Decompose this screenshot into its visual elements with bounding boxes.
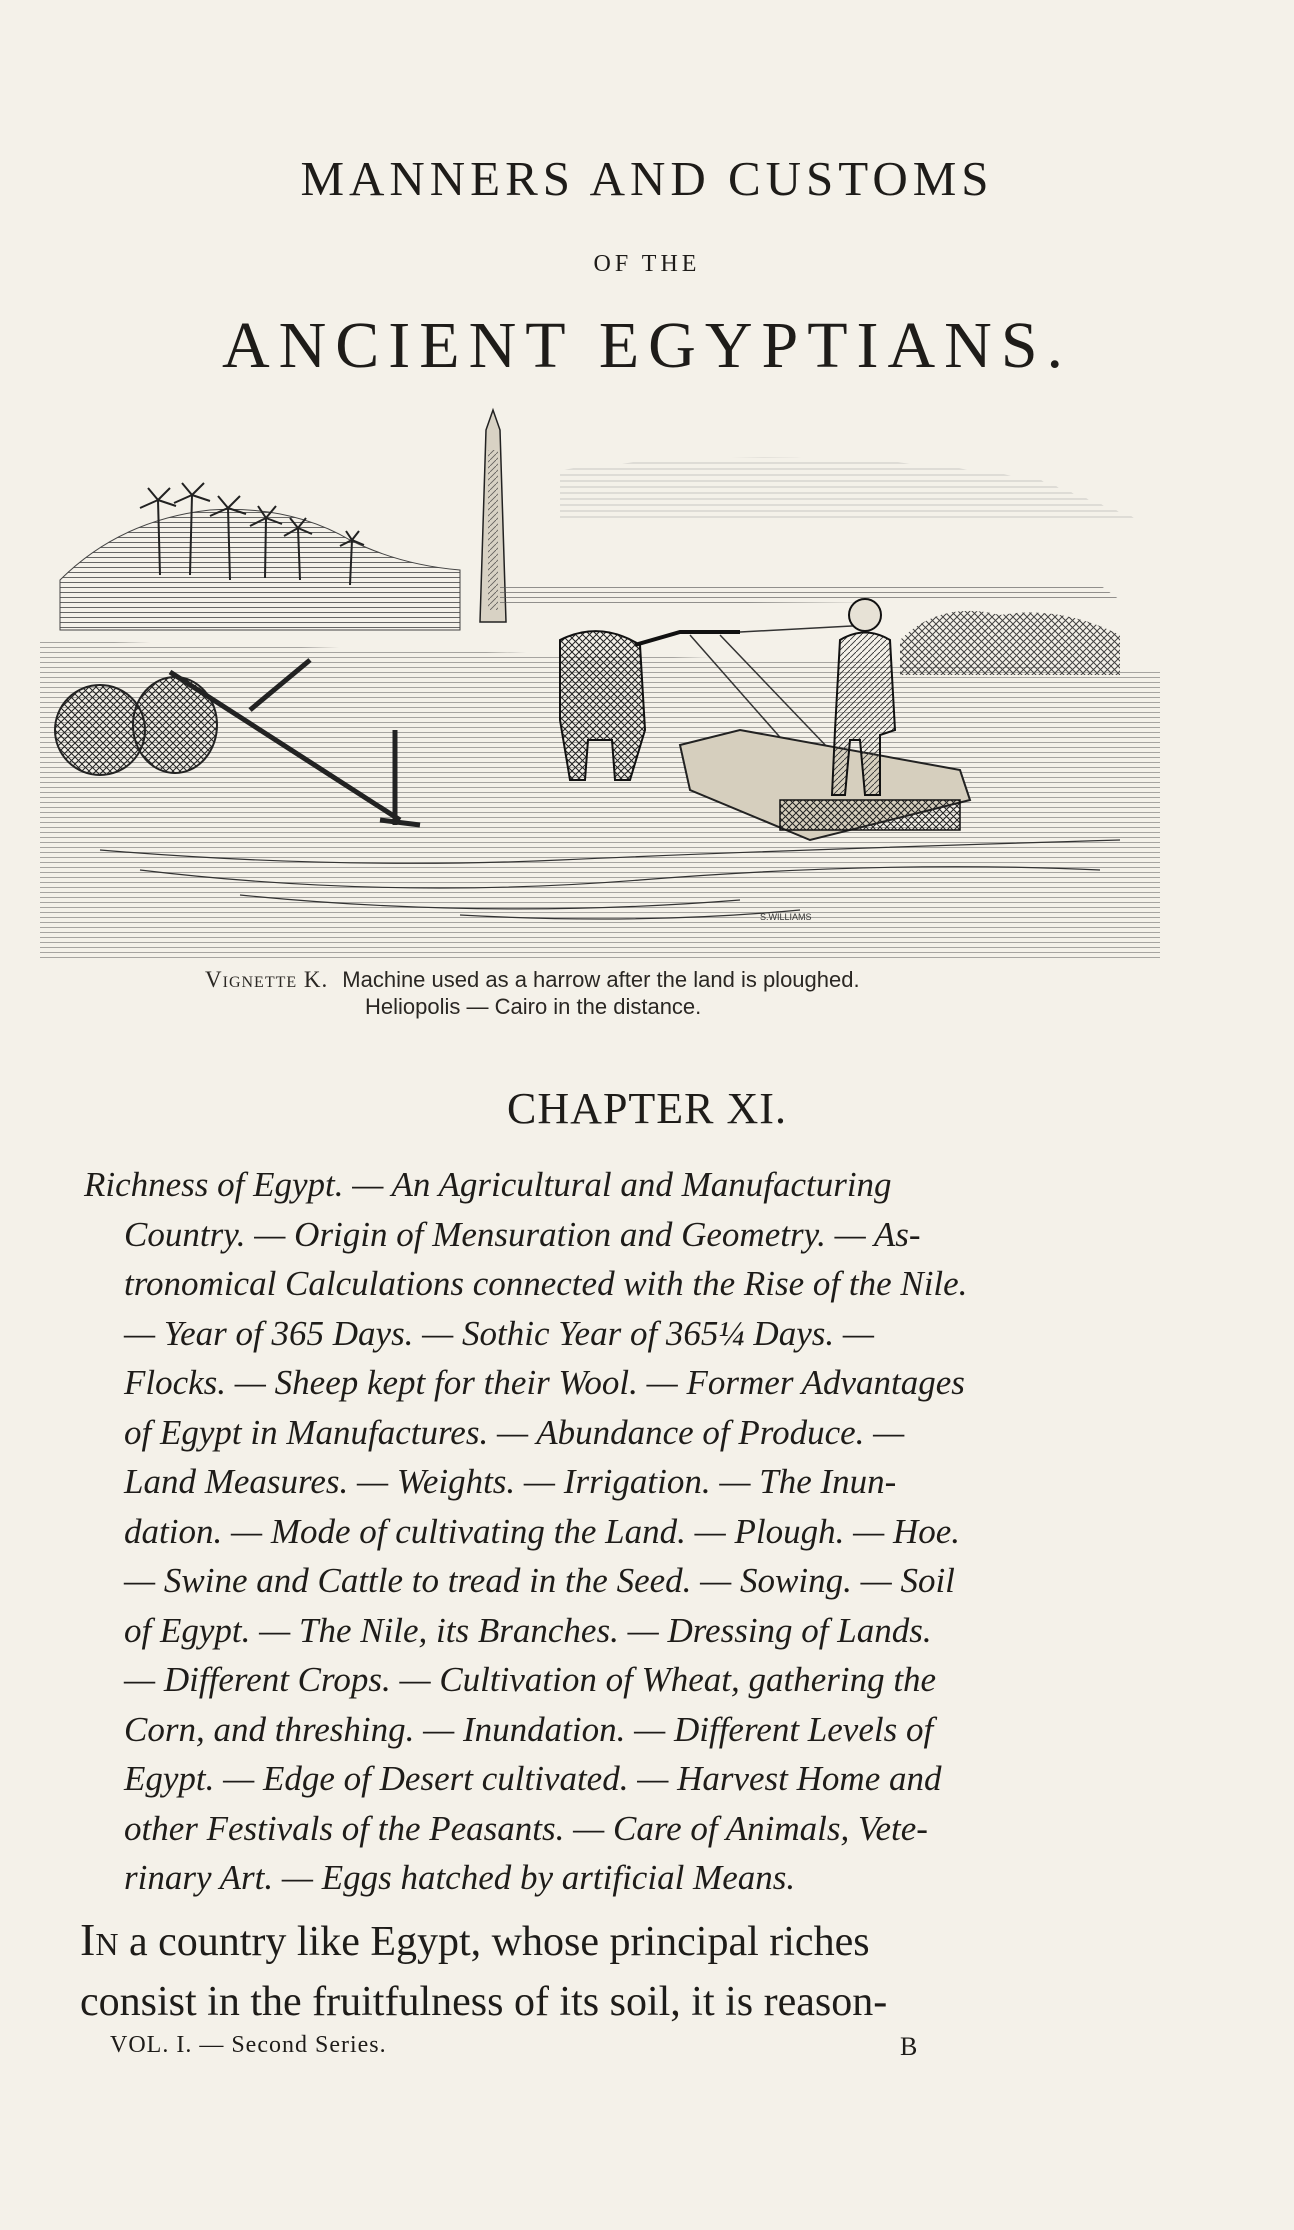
synopsis-line: other Festivals of the Peasants. — Care of Animals, Vete- xyxy=(124,1808,928,1848)
body-line-1-rest: a country like Egypt, whose principal riches xyxy=(118,1919,870,1965)
chapter-synopsis xyxy=(84,1160,1130,1903)
synopsis-line: Egypt. — Edge of Desert cultivated. — Harvest Home and xyxy=(124,1759,942,1798)
body-line-2: consist in the fruitfulness of its soil, it is reason- xyxy=(80,1979,888,2025)
caption-line-1: Machine used as a harrow after the land is ploughed. xyxy=(342,967,860,992)
synopsis-line: Corn, and threshing. — Inundation. — Different Levels of xyxy=(124,1709,934,1749)
synopsis-line: rinary Art. — Eggs hatched by artificial Means. xyxy=(124,1858,796,1897)
synopsis-line: of Egypt in Manufactures. — Abundance of Produce. — xyxy=(124,1412,905,1452)
body-text xyxy=(80,1910,1134,2032)
title-line-2: OF THE xyxy=(593,251,701,277)
body-line-1 xyxy=(80,1910,1134,1972)
sky-hatching xyxy=(560,457,1140,520)
synopsis-line: Country. — Origin of Mensuration and Geometry. — As- xyxy=(124,1214,921,1254)
hill xyxy=(60,509,460,630)
title-line-1: MANNERS AND CUSTOMS xyxy=(300,151,994,206)
synopsis-line: tronomical Calculations connected with the Rise of the Nile. xyxy=(124,1264,968,1303)
synopsis-line: Land Measures. — Weights. — Irrigation. — The Inun- xyxy=(124,1462,897,1501)
synopsis-line: — Year of 365 Days. — Sothic Year of 365¼ Days. — xyxy=(124,1313,874,1353)
synopsis-line: of Egypt. — The Nile, its Branches. — Dressing of Lands. xyxy=(124,1610,932,1650)
gathering-letter: B xyxy=(900,2032,918,2061)
synopsis-line: — Swine and Cattle to tread in the Seed. — Sowing. — Soil xyxy=(124,1561,955,1600)
caption-label: Vignette K. xyxy=(205,967,329,992)
caption-line-2: Heliopolis — Cairo in the distance. xyxy=(365,994,702,1019)
vignette-caption xyxy=(205,966,1105,1020)
drop-cap: In xyxy=(80,1914,119,1965)
synopsis-line: Flocks. — Sheep kept for their Wool. — Former Advantages xyxy=(124,1363,965,1402)
engraver-signature: S.WILLIAMS xyxy=(760,912,812,922)
synopsis-line: — Different Crops. — Cultivation of Wheat, gathering the xyxy=(124,1660,937,1699)
signature-mark: VOL. I. — Second Series. xyxy=(110,2032,387,2058)
vignette-illustration xyxy=(40,400,1160,960)
title-line-3: ANCIENT EGYPTIANS. xyxy=(221,309,1073,382)
chapter-heading: CHAPTER XI. xyxy=(507,1084,787,1133)
synopsis-line: dation. — Mode of cultivating the Land. — Plough. — Hoe. xyxy=(124,1511,961,1551)
synopsis-line: Richness of Egypt. — An Agricultural and Manufacturing xyxy=(84,1165,892,1204)
